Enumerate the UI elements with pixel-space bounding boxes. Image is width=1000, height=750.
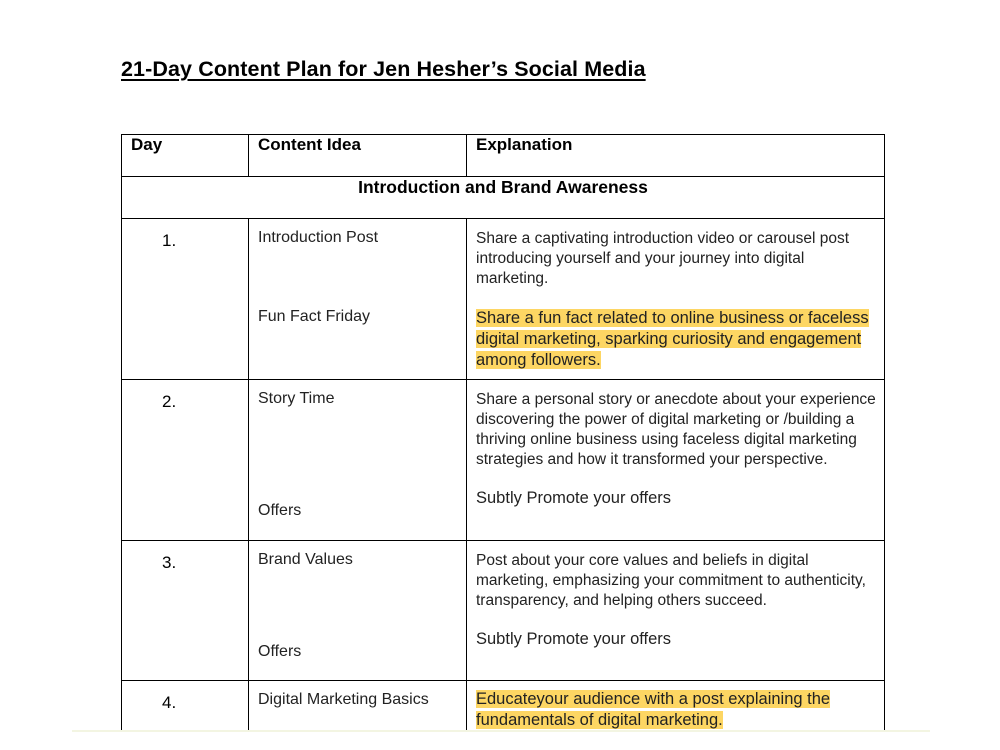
- content-idea: Offers: [258, 643, 302, 660]
- highlighted-text: Share a fun fact related to online business or faceless digital marketing, sparking curiosity and engagement among followers.: [476, 309, 869, 369]
- explanation-text: Share a personal story or anecdote about your experience discovering the power of digital marketing or /building a thriving online business using faceless digital marketing strategies and how it transformed your perspective.: [476, 391, 876, 468]
- header-day-label: Day: [131, 135, 163, 154]
- explanation-text: Post about your core values and beliefs in digital marketing, emphasizing your commitment to authenticity, transparency, and helping others succeed.: [476, 552, 866, 609]
- idea-cell: [249, 380, 467, 541]
- explanation-cell: [467, 219, 885, 380]
- content-plan-table: [121, 134, 885, 750]
- day-cell: [122, 219, 249, 380]
- header-content-idea-label: Content Idea: [258, 135, 361, 154]
- idea-cell: [249, 219, 467, 380]
- document-title: 21-Day Content Plan for Jen Hesher’s Social Media: [121, 57, 646, 81]
- day-number: 3.: [162, 553, 177, 572]
- header-explanation-label: Explanation: [476, 135, 573, 154]
- idea-cell: [249, 541, 467, 681]
- explanation-text: Subtly Promote your offers: [476, 489, 672, 507]
- content-idea: Digital Marketing Basics: [258, 691, 429, 708]
- table-row: [122, 219, 885, 380]
- section-title: Introduction and Brand Awareness: [122, 177, 885, 219]
- page-bottom-rule: [72, 730, 930, 732]
- explanation-text: Subtly Promote your offers: [476, 630, 672, 648]
- table-header-row: [122, 135, 885, 177]
- content-idea: Offers: [258, 502, 302, 519]
- day-number: 1.: [162, 231, 177, 250]
- highlighted-text: Educateyour audience with a post explaining the fundamentals of digital marketing.: [476, 690, 831, 729]
- explanation-cell: [467, 380, 885, 541]
- day-number: 2.: [162, 392, 177, 411]
- day-cell: [122, 541, 249, 681]
- explanation-text: Share a captivating introduction video or carousel post introducing yourself and your journey into digital marketing.: [476, 230, 850, 287]
- page-bottom-cover: [0, 731, 1000, 750]
- header-content-idea: [249, 135, 467, 177]
- explanation-text-highlighted: [467, 689, 884, 731]
- header-explanation: [467, 135, 885, 177]
- table-row: [122, 380, 885, 541]
- day-number: 4.: [162, 693, 177, 712]
- section-row: [122, 177, 885, 219]
- content-idea: Story Time: [258, 390, 335, 407]
- header-day: [122, 135, 249, 177]
- explanation-text-highlighted: [467, 308, 884, 371]
- table-row: [122, 541, 885, 681]
- explanation-cell: [467, 541, 885, 681]
- day-cell: [122, 380, 249, 541]
- content-idea: Brand Values: [258, 551, 353, 568]
- content-idea: Fun Fact Friday: [258, 308, 371, 325]
- content-idea: Introduction Post: [258, 229, 379, 246]
